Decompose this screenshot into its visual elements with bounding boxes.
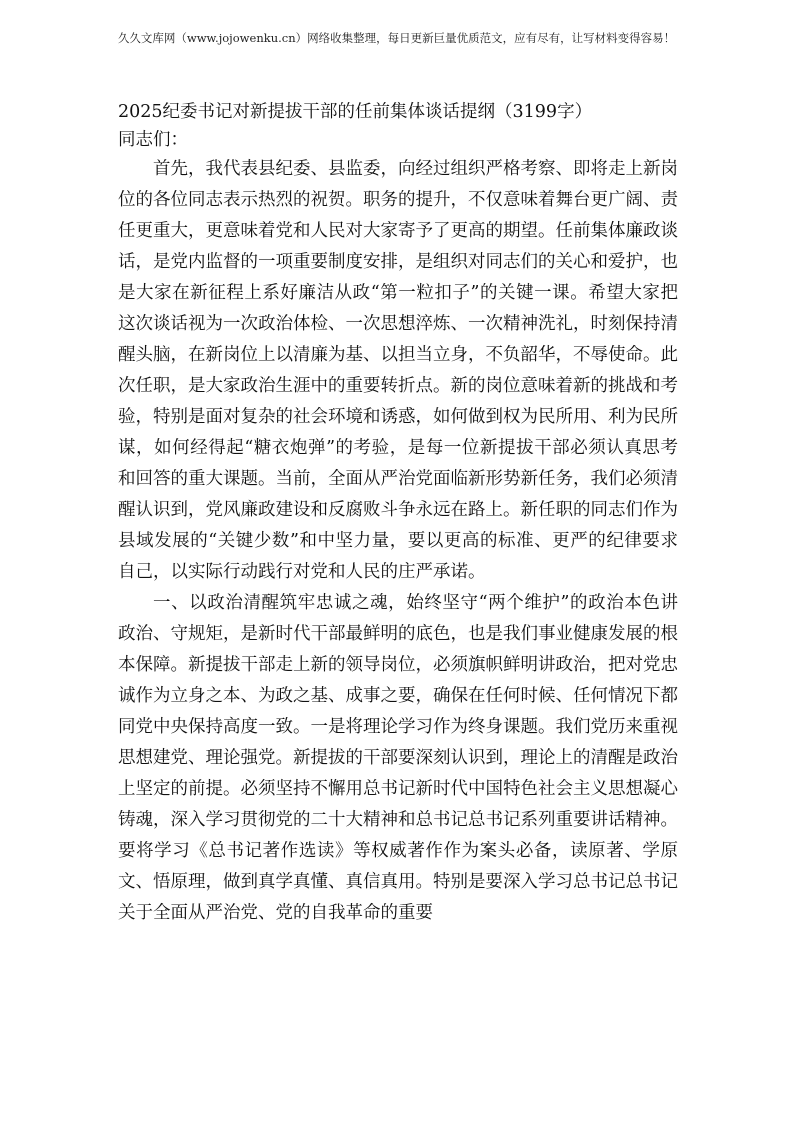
paragraph-section-one: 一、以政治清醒筑牢忠诚之魂，始终坚守“两个维护”的政治本色讲政治、守规矩，是新时代干部最鲜明的底色，也是我们事业健康发展的根本保障。新提拔干部走上新的领导岗位，必须旗帜鲜明讲政治，把对党忠诚作为立身之本、为政之基、成事之要，确保在任何时候、任何情况下都同党中央保持高度一致。一是将理论学习作为终身课题。我们党历来重视思想建党、理论强党。新提拔的干部要深刻认识到，理论上的清醒是政治上坚定的前提。必须坚持不懈用总书记新时代中国特色社会主义思想凝心铸魂，深入学习贯彻党的二十大精神和总书记总书记系列重要讲话精神。要将学习《总书记著作选读》等权威著作作为案头必备，读原著、学原文、悟原理，做到真学真懂、真信真用。特别是要深入学习总书记总书记关于全面从严治党、党的自我革命的重要: [118, 593, 678, 923]
paragraph-intro: 首先，我代表县纪委、县监委，向经过组织严格考察、即将走上新岗位的各位同志表示热烈的祝贺。职务的提升，不仅意味着舞台更广阔、责任更重大，更意味着党和人民对大家寄予了更高的期望。任前集体廉政谈话，是党内监督的一项重要制度安排，是组织对同志们的关心和爱护，也是大家在新征程上系好廉洁从政“第一粒扣子”的关键一课。希望大家把这次谈话视为一次政治体检、一次思想淬炼、一次精神洗礼，时刻保持清醒头脑，在新岗位上以清廉为基、以担当立身，不负韶华，不辱使命。此次任职，是大家政治生涯中的重要转折点。新的岗位意味着新的挑战和考验，特别是面对复杂的社会环境和诱惑，如何做到权为民所用、利为民所谋，如何经得起“糖衣炮弹”的考验，是每一位新提拔干部必须认真思考和回答的重大课题。当前，全面从严治党面临新形势新任务，我们必须清醒认识到，党风廉政建设和反腐败斗争永远在路上。新任职的同志们作为县域发展的“关键少数”和中坚力量，要以更高的标准、更严的纪律要求自己，以实际行动践行对党和人民的庄严承诺。: [118, 159, 678, 582]
document-title: 2025纪委书记对新提拔干部的任前集体谈话提纲（3199字）: [118, 102, 593, 122]
salutation: 同志们：: [118, 130, 188, 150]
document-body: [118, 98, 678, 929]
site-header-note: 久久文库网（www.jojowenku.cn）网络收集整理，每日更新巨量优质范文，应有尽有，让写材料变得容易！: [117, 31, 676, 45]
